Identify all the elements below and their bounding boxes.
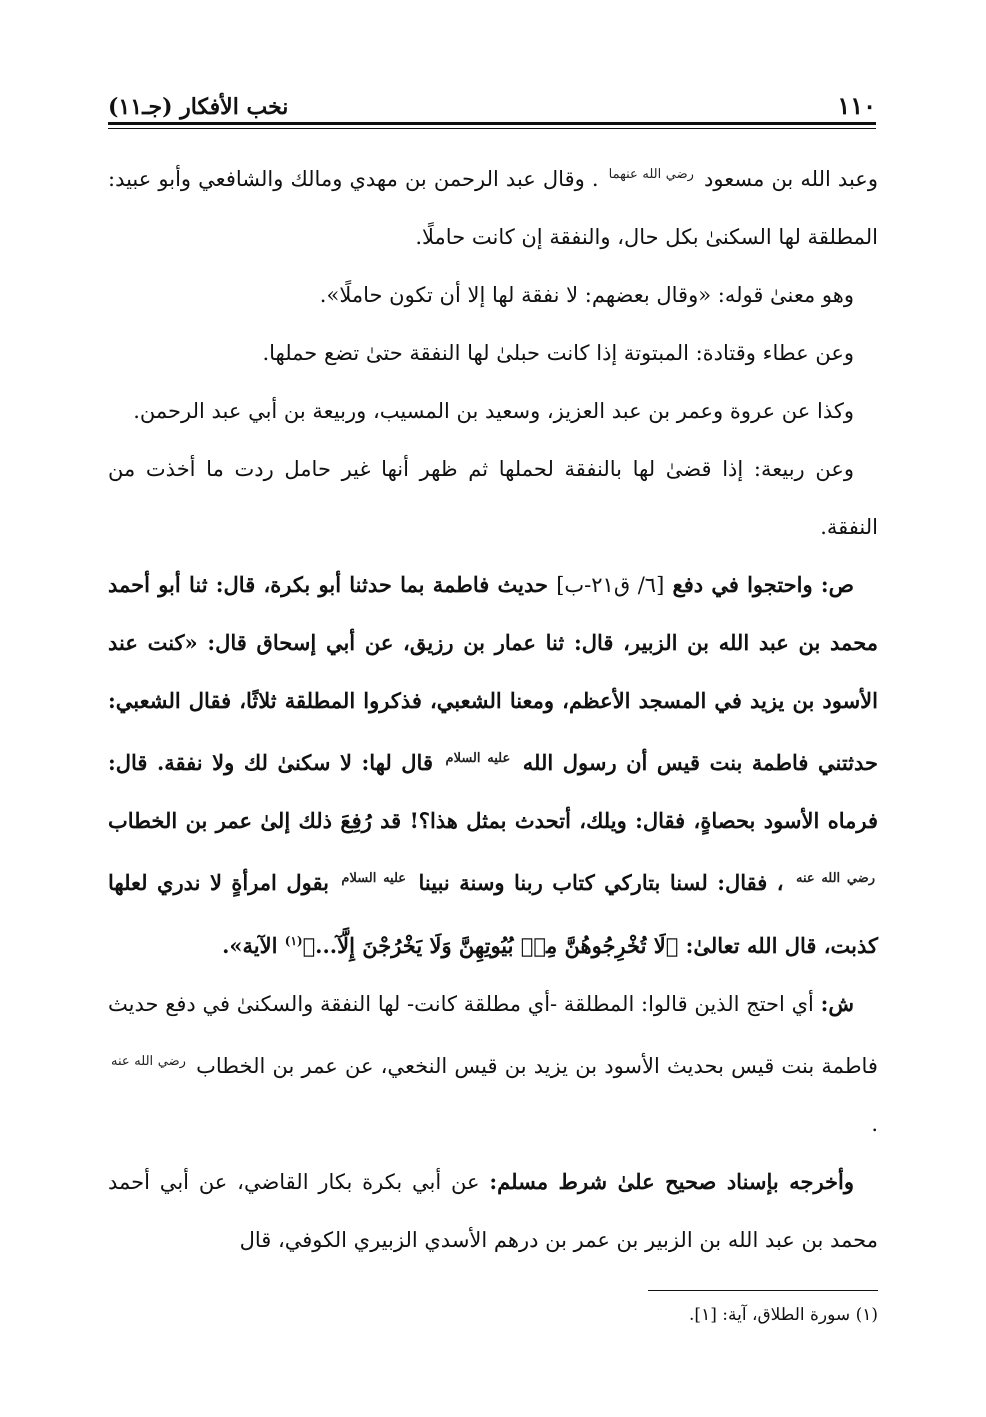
- honorific-glyph: رضي الله عنه: [111, 1054, 186, 1069]
- honorific-glyph: رضي الله عنهما: [608, 167, 694, 182]
- footnote-divider: [648, 1290, 878, 1291]
- quran-verse: ﴿لَا تُخْرِجُوهُنَّ مِنۢ بُيُوتِهِنَّ وَلَا يَخْرُجْنَ إِلَّآ...﴾: [302, 933, 679, 958]
- footnote-reference: (١): [284, 934, 303, 948]
- page-number: ١١٠: [837, 91, 876, 120]
- book-title: نخب الأفكار (جـ١١): [108, 94, 289, 120]
- paragraph-2: وهو معنىٰ قوله: «وقال بعضهم: لا نفقة لها إلا أن تكون حاملًا».: [319, 283, 854, 307]
- paragraph-1: وعبد الله بن مسعود $^{رضي الله عنهما}$ . وقال عبد الرحمن بن مهدي ومالك والشافعي وأبو عبيد: المطلقة لها السكنىٰ بكل حال، والنفقة إن كانت حاملًا.: [108, 167, 878, 249]
- running-header: [108, 76, 876, 120]
- paragraph-3: وعن عطاء وقتادة: المبتوتة إذا كانت حبلىٰ لها النفقة حتىٰ تضع حملها.: [262, 341, 854, 365]
- paragraph-4: وكذا عن عروة وعمر بن عبد العزيز، وسعيد بن المسيب، وربيعة بن أبي عبد الرحمن.: [133, 399, 854, 423]
- section-marker-shin: ش:: [820, 991, 854, 1016]
- paragraph-7-commentary: ش: أي احتج الذين قالوا: المطلقة -أي مطلقة كانت- لها النفقة والسكنىٰ في دفع حديث فاطمة بنت قيس بحديث الأسود بن يزيد بن قيس النخعي، عن عمر بن الخطاب $^{رضي الله عنه}$ .: [108, 991, 878, 1136]
- footnote: (١) سورة الطلاق، آية: [١].: [689, 1305, 878, 1325]
- honorific-glyph: رضي الله عنه: [795, 871, 875, 886]
- honorific-glyph: عليه السلام: [341, 871, 407, 886]
- honorific-glyph: عليه السلام: [445, 751, 511, 766]
- paragraph-5: وعن ربيعة: إذا قضىٰ لها بالنفقة لحملها ثم ظهر أنها غير حامل ردت ما أخذت من النفقة.: [108, 457, 878, 539]
- paragraph-6-hadith: ص: واحتجوا في دفع [٦/ ق٢١-ب] حديث فاطمة بما حدثنا أبو بكرة، قال: ثنا أبو أحمد محمد بن عبد الله بن الزبير، قال: ثنا عمار بن رزيق، عن أبي إسحاق قال: «كنت عند الأسود بن يزيد في المسجد الأعظم، ومعنا الشعبي، فذكروا المطلقة ثلاثًا، فقال الشعبي: حدثتني فاطمة بنت قيس أن رسول الله $^{عليه السلام}$ قال لها: لا سكنىٰ لك ولا نفقة. قال: فرماه الأسود بحصاةٍ، فقال: ويلك، أتحدث بمثل هذا؟! قد رُفِعَ ذلك إلىٰ عمر بن الخطاب $^{رضي الله عنه}$ ، فقال: لسنا بتاركي كتاب ربنا وسنة نبينا $^{عليه السلام}$ بقول امرأةٍ لا ندري لعلها كذبت، قال الله تعالىٰ: ﴿لَا تُخْرِجُوهُنَّ مِنۢ بُيُوتِهِنَّ وَلَا يَخْرُجْنَ إِلَّآ...﴾$^{(١)}$ الآية».: [108, 572, 879, 958]
- manuscript-reference: [٦/ ق٢١-ب]: [556, 573, 665, 597]
- main-text: [108, 146, 878, 1269]
- header-divider: [108, 122, 876, 128]
- isnad-heading: وأخرجه بإسناد صحيح علىٰ شرط مسلم:: [489, 1169, 854, 1194]
- paragraph-8: وأخرجه بإسناد صحيح علىٰ شرط مسلم: عن أبي بكرة بكار القاضي، عن أبي أحمد محمد بن عبد الله بن الزبير بن عمر بن درهم الأسدي الزبيري الكوفي، قال: [108, 1169, 878, 1252]
- section-marker-sad: ص:: [820, 572, 854, 597]
